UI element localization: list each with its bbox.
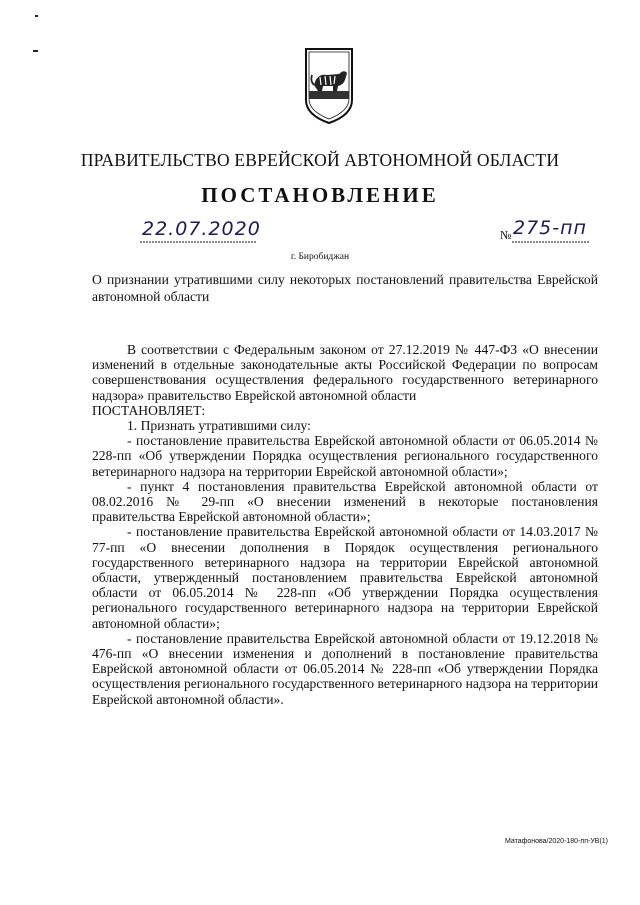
decree-line: ПОСТАНОВЛЯЕТ: — [92, 402, 206, 418]
document-type-title: ПОСТАНОВЛЕНИЕ — [201, 183, 439, 207]
document-subject: О признании утратившими силу некоторых постановлений правительства Еврейской автономной области — [92, 272, 598, 304]
coat-of-arms-emblem — [303, 45, 355, 125]
footer-reference: Матафонова/2020-180-пп-УВ(1) — [504, 838, 608, 845]
handwritten-date: 22.07.2020 — [142, 218, 261, 240]
date-underline — [140, 240, 258, 244]
list-item: - постановление правительства Еврейской автономной области от 06.05.2014 № 228-пп «Об утверждении Порядка осуществления регионального государственного ветеринарного надзора на территории Еврейской автономной области»; — [92, 433, 598, 479]
list-item: - постановление правительства Еврейской автономной области от 19.12.2018 № 476-пп «О внесении изменения и дополнений в постановление правительства Еврейской автономной области от 06.05.2014 № 228-пп «Об утверждении Порядка осуществления регионального государственного ветеринарного надзора на территории Еврейской автономной области». — [92, 630, 598, 707]
list-item: - пункт 4 постановления правительства Еврейской автономной области от 08.02.2016 № 29-пп «О внесении изменений в некоторые постановления правительства Еврейской автономной области»; — [92, 478, 598, 525]
list-item: - постановление правительства Еврейской автономной области от 14.03.2017 № 77-пп «О внесении дополнения в Порядок осуществления регионального государственного ветеринарного надзора на территории Еврейской автономной области, утвержденный постановлением правительства Еврейской автономной области от 06.05.2014 № 228-пп «Об утверждении Порядка осуществления регионального государственного ветеринарного надзора на территории Еврейской автономной области»; — [92, 524, 598, 631]
preamble-paragraph: В соответствии с Федеральным законом от 27.12.2019 № 447-ФЗ «О внесении изменений в отдельные законодательные акты Российской Федерации по вопросам совершенствования осуществления федерального государственного ветеринарного надзора» правительство Еврейской автономной области — [92, 342, 598, 403]
city-name: г. Биробиджан — [290, 252, 350, 262]
government-name: ПРАВИТЕЛЬСТВО ЕВРЕЙСКОЙ АВТОНОМНОЙ ОБЛАСТИ — [80, 150, 560, 170]
document-body — [92, 342, 598, 707]
item-1: 1. Признать утратившими силу: — [127, 418, 311, 434]
scan-mark — [33, 50, 38, 52]
number-underline — [512, 240, 592, 244]
scan-mark — [35, 15, 38, 17]
handwritten-number: 275-пп — [513, 217, 587, 239]
number-label: № — [500, 228, 512, 242]
